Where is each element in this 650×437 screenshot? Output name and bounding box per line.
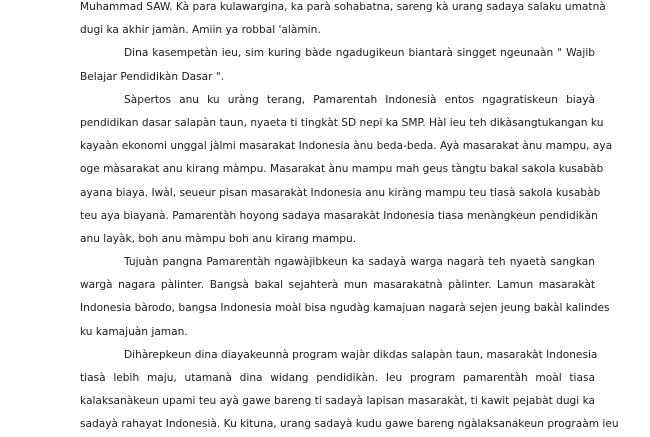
text-line: anu layàk, boh anu màmpu boh anu kirang mampu.: [80, 232, 357, 245]
text-line: tiasà lebih maju, utamanà dina widang pendidikàn. Ieu program pamarentàh moàl tiasa: [80, 372, 595, 384]
text-line: oge màsarakat anu kirang màmpu. Masarakat ànu mampu mah geus tàngtu bakal sakola kusabàb: [80, 163, 604, 176]
text-line: Indonesia bàrodo, bangsa Indonesia moàl bisa ngudàg kamajuan nagarà sejen jeung bakàl kalindes: [80, 302, 610, 315]
text-line: ayana biaya. Iwàl, seueur pisan masarakàt Indonesia anu kiràng mampu teu tiasà sakola kusabàb: [80, 186, 601, 199]
text-line: Belajar Pendidikàn Dasar ".: [80, 70, 225, 83]
text-line: Tujuàn pangna Pamarentàh ngawàjibkeun ka sadayà warga nagarà teh nyaetà sangkan: [124, 256, 595, 269]
text-line: Dina kasempetàn ieu, sim kuring bàde ngadugikeun biantarà singget ngeunaàn " Wajib: [124, 47, 595, 60]
text-line: Dihàrepkeun dina diayakeunnà program wajàr dikdas salapàn taun, masarakàt Indonesia: [124, 348, 598, 361]
text-line: kayaàn ekonomi unggal jàlmi masarakat Indonesia ànu beda-beda. Ayà masarakat ànu mampu, aya: [80, 140, 613, 153]
text-line: wargà nagara pàlinter. Bangsà bakal sejahterà mun masarakatnà pàlinter. Lamun masarakàt: [80, 279, 595, 292]
text-line: ku kamajuàn jaman.: [80, 325, 188, 338]
text-line: Sàpertos anu ku uràng terang, Pamarentah Indonesià entos ngagratiskeun biayà: [124, 93, 595, 106]
text-line: pendidikan dasar salapàn taun, nyaeta ti tingkàt SD nepi ka SMP. Hàl ieu teh dikàsangtukangan ku: [80, 116, 604, 129]
text-line: kalaksanàkeun upami teu ayà gawe bareng ti sadayà lapisan masarakàt, ti kawit pejabàt dugi ka: [80, 395, 596, 408]
text-line: teu aya biayanà. Pamarentàh hoyong sadaya masarakàt Indonesia tiasa menàngkeun pendidikàn: [80, 209, 598, 222]
text-line: Muhammad SAW. Kà para kulawargina, ka parà sohabatna, sareng kà urang sadaya salaku umatnà: [80, 1, 606, 13]
text-line: dugi ka akhir jamàn. Amiin ya robbal 'alàmin.: [80, 24, 321, 37]
document-body-text: [80, 0, 619, 437]
text-line: sadayà rahayat Indonesià. Ku kituna, urang sadayà kudu gawe bareng ngàlaksanakeun prograàm ieu: [80, 418, 619, 431]
